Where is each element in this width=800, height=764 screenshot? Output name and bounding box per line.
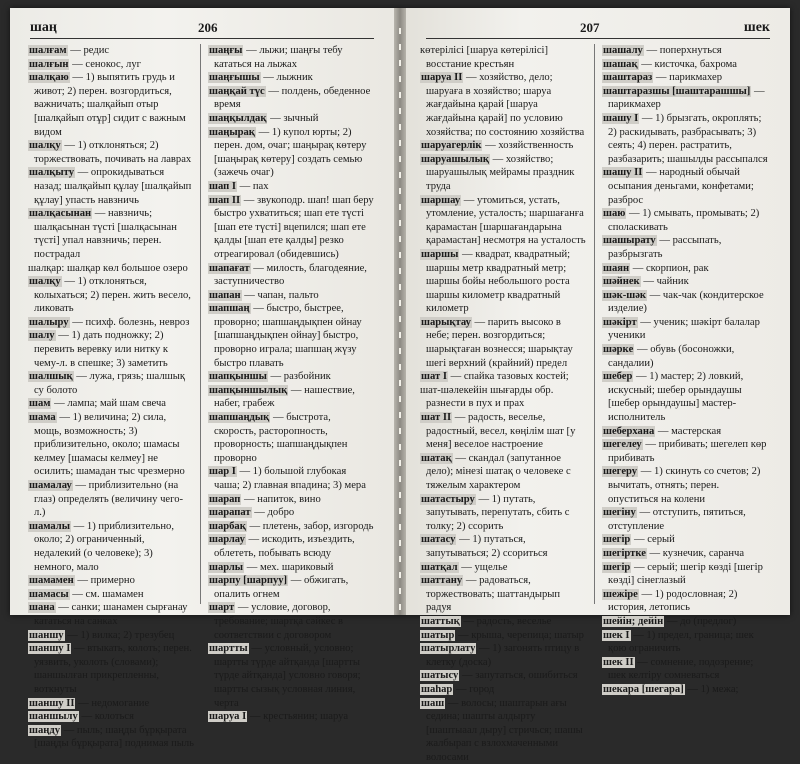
spine-stitch <box>399 252 401 258</box>
dictionary-entry: шаршы — квадрат, квадратный; шаршы метр квадратный метр; шаршы бойы небольшого роста шаршы километр квадратный километр <box>420 248 586 316</box>
left-column-2 <box>208 44 374 724</box>
spine-stitch <box>399 204 401 210</box>
dictionary-entry: шебер — 1) мастер; 2) ловкий, искусный; шебер орындаушы [шебер орындаушы] мастер-исполнитель <box>602 370 768 424</box>
right-column-2 <box>602 44 768 697</box>
spine-stitch <box>399 556 401 562</box>
spine-stitch <box>399 540 401 546</box>
entry-headword: шарлау <box>208 534 246 545</box>
entry-headword: шашу I <box>602 113 639 124</box>
dictionary-entry: шапан — чапан, пальто <box>208 289 374 303</box>
entry-headword: шалыру <box>28 317 70 328</box>
dictionary-entry: шалқу — 1) отклоняться; 2) торжествовать, почивать на лаврах <box>28 139 194 166</box>
dictionary-entry: шәк-шәк — чак-чак (кондитерское изделие) <box>602 289 768 316</box>
entry-headword: шәк-шәк <box>602 290 647 301</box>
entry-headword: шегір <box>602 534 631 545</box>
dictionary-entry: шалқар: шалқар көл большое озеро <box>28 262 194 276</box>
left-running-head <box>30 20 374 39</box>
dictionary-entry: шапқыншы — разбойник <box>208 370 374 384</box>
spine-stitch <box>399 92 401 98</box>
dictionary-entry: шат II — радость, веселье, радостный, весел, көңілім шат [у меня] веселое настроение <box>420 411 586 452</box>
entry-headword: шарпу [шарпуу] <box>208 575 288 586</box>
left-column-1 <box>28 44 194 751</box>
dictionary-entry: шаруа I — крестьянин; шаруа <box>208 710 374 724</box>
dictionary-entry: шегіртке — кузнечик, саранча <box>602 547 768 561</box>
entry-headword: шама <box>28 412 57 423</box>
column-divider <box>594 44 595 604</box>
entry-headword: шаңду <box>28 725 61 736</box>
entry-headword: шашалу <box>602 45 644 56</box>
spine-stitch <box>399 172 401 178</box>
dictionary-entry: шам — лампа; май шам свеча <box>28 397 194 411</box>
entry-headword: шатастыру <box>420 494 476 505</box>
entry-headword: шегелеу <box>602 439 643 450</box>
spine-stitch <box>399 572 401 578</box>
spine-stitch <box>399 220 401 226</box>
dictionary-entry: шалқу — 1) отклоняться, колыхаться; 2) перен. жить весело, ликовать <box>28 275 194 316</box>
entry-headword: шалғын <box>28 59 69 70</box>
right-page-number: 207 <box>580 20 600 36</box>
dictionary-entry: шаншылу — колоться <box>28 710 194 724</box>
dictionary-entry: шек I — 1) предел, граница; шек қою ограничить <box>602 629 768 656</box>
entry-headword: шамамен <box>28 575 75 586</box>
entry-headword: шарап <box>208 494 241 505</box>
entry-headword: шаруа II <box>420 72 463 83</box>
entry-headword: шебер <box>602 371 633 382</box>
dictionary-entry: шегіну — отступить, пятиться, отступление <box>602 506 768 533</box>
entry-headword: шаттық <box>420 616 461 627</box>
entry-headword: шаруа I <box>208 711 247 722</box>
dictionary-entry: шалу — 1) дать подножку; 2) перевить веревку или нитку к чему-л. в спешке; 3) заметить <box>28 329 194 370</box>
dictionary-entry: шатыр — крыша, черепица; шатыр <box>420 629 586 643</box>
spine-stitch <box>399 508 401 514</box>
entry-headword: шаян <box>602 263 630 274</box>
entry-headword: шаруагерлік <box>420 140 482 151</box>
dictionary-entry: шашу I — 1) брызгать, окроплять; 2) раскидывать, разбрасывать; 3) сеять; 4) перен. растратить, разбазарить; шашылды рассыпался <box>602 112 768 166</box>
right-running-head <box>426 20 770 39</box>
dictionary-entry: шатасу — 1) путаться, запутываться; 2) ссориться <box>420 533 586 560</box>
dictionary-entry: шатастыру — 1) путать, запутывать, перепутать, сбить с толку; 2) ссорить <box>420 493 586 534</box>
dictionary-entry: шаншу II — недомогание <box>28 697 194 711</box>
dictionary-entry: шекара [шегара] — 1) межа; <box>602 683 768 697</box>
dictionary-entry: шамасы — см. шамамен <box>28 588 194 602</box>
entry-headword: шаңғы <box>208 45 243 56</box>
spine-stitch <box>399 76 401 82</box>
entry-headword: шаңқылдақ <box>208 113 267 124</box>
entry-headword: шамалы <box>28 521 71 532</box>
entry-headword: шалқу <box>28 276 62 287</box>
dictionary-entry: шапқыншылық — нашествие, набег, грабеж <box>208 384 374 411</box>
entry-headword: шаншу <box>28 630 65 641</box>
dictionary-entry: шаңқылдақ — зычный <box>208 112 374 126</box>
entry-headword: шалқу <box>28 140 62 151</box>
dictionary-entry: шаңду — пыль; шаңды бұрқырата [шаңды бұрқырата] поднимая пыль <box>28 724 194 751</box>
entry-headword: шәкірт <box>602 317 638 328</box>
spine-stitch <box>399 428 401 434</box>
dictionary-entry: шаштараз — парикмахер <box>602 71 768 85</box>
spine-stitch <box>399 444 401 450</box>
dictionary-entry: шалқасынан — навзничь; шалқасынан түсті [шалқасынан түсті] упал навзничь; перен. пострадал <box>28 207 194 261</box>
dictionary-entry: шегір — серый; шегір көзді [шегір көзді] сінеглазый <box>602 561 768 588</box>
entry-headword: шейін; дейін <box>602 616 664 627</box>
dictionary-entry: шап II — звукоподр. шап! шап беру быстро ухватиться; шап ете түсті [шап ете түсті] вцепился; шап ете қалды [шап ете қалды] резко отреагировал (обидевшись) <box>208 194 374 262</box>
dictionary-entry: шарапат — добро <box>208 506 374 520</box>
entry-headword: шатыр <box>420 630 455 641</box>
dictionary-entry: шаруашылық — хозяйство; шаруашылық мейрамы праздник труда <box>420 153 586 194</box>
spine-stitch <box>399 492 401 498</box>
entry-headword: шамасы <box>28 589 70 600</box>
entry-headword: шалғам <box>28 45 68 56</box>
dictionary-entry: шаршау — утомиться, устать, утомление, усталость; шаршағанға қарамастан [шаршағандарына қарамастан] несмотря на усталость <box>420 194 586 248</box>
dictionary-entry: шаңқай түс — полдень, обеденное время <box>208 85 374 112</box>
entry-headword: шәркe <box>602 344 634 355</box>
entry-headword: шәйнек <box>602 276 641 287</box>
dictionary-entry: шегеру — 1) скинуть со счетов; 2) вычитать, отнять; перен. опуститься на колени <box>602 465 768 506</box>
entry-headword: шалу <box>28 330 56 341</box>
dictionary-entry: шалшық — лужа, грязь; шалшық су болото <box>28 370 194 397</box>
entry-headword: шатырлату <box>420 643 476 654</box>
spine-stitch <box>399 476 401 482</box>
entry-headword: шаруашылық <box>420 154 490 165</box>
dictionary-entry: шапшаң — быстро, быстрее, проворно; шапшаңдықпен ойнау [шапшаңдықпен ойнау] быстро, проворно играла; шапшаң жүзу быстро плавать <box>208 302 374 370</box>
left-headword: шаң <box>30 20 57 36</box>
entry-headword: шашу II <box>602 167 643 178</box>
column-divider <box>200 44 201 604</box>
dictionary-entry: шегір — серый <box>602 533 768 547</box>
dictionary-entry: шарлы — мех. шариковый <box>208 561 374 575</box>
entry-headword: шат II <box>420 412 452 423</box>
entry-headword: шаршы <box>420 249 459 260</box>
dictionary-entry: шашақ — кисточка, бахрома <box>602 58 768 72</box>
entry-headword: шартты <box>208 643 249 654</box>
dictionary-entry: шатқал — ущелье <box>420 561 586 575</box>
entry-headword: шап I <box>208 181 237 192</box>
dictionary-entry: шеберхана — мастерская <box>602 425 768 439</box>
spine-stitch <box>399 156 401 162</box>
dictionary-entry: шашырату — рассыпать, разбрызгать <box>602 234 768 261</box>
dictionary-entry: шатырлату — 1) загонять птицу в клетку (доска) <box>420 642 586 669</box>
entry-headword: шарт <box>208 602 235 613</box>
entry-headword: шапшаңдық <box>208 412 270 423</box>
entry-headword: шат I <box>420 371 448 382</box>
dictionary-entry: шап I — пах <box>208 180 374 194</box>
spine-stitch <box>399 140 401 146</box>
entry-headword: шана <box>28 602 56 613</box>
entry-headword: шаншу II <box>28 698 75 709</box>
entry-headword: шалқаю <box>28 72 70 83</box>
dictionary-entry: шатысу — запутаться, ошибиться <box>420 669 586 683</box>
entry-headword: шегеру <box>602 466 638 477</box>
spine-stitch <box>399 396 401 402</box>
entry-headword: шаңқай түс <box>208 86 266 97</box>
spine-stitch <box>399 300 401 306</box>
entry-headword: шаттану <box>420 575 463 586</box>
entry-headword: шашақ <box>602 59 639 70</box>
dictionary-entry: шаттық — радость, веселье <box>420 615 586 629</box>
dictionary-entry: шамамен — примерно <box>28 574 194 588</box>
entry-headword: шек II <box>602 657 635 668</box>
dictionary-entry: шалғын — сенокос, луг <box>28 58 194 72</box>
dictionary-entry: шамалы — 1) приблизительно, около; 2) ограниченный, недалекий (о человеке); 3) немного, мало <box>28 520 194 574</box>
spine-stitch <box>399 364 401 370</box>
dictionary-entry: шейін; дейін — до (предлог) <box>602 615 768 629</box>
entry-headword: шапшаң <box>208 303 251 314</box>
dictionary-entry: шаншу — 1) вилка; 2) трезубец <box>28 629 194 643</box>
entry-headword: шалшық <box>28 371 74 382</box>
spine-stitch <box>399 316 401 322</box>
entry-headword: шаю <box>602 208 626 219</box>
dictionary-entry: шарпу [шарпуу] — обжигать, опалить огнем <box>208 574 374 601</box>
dictionary-entry: шар I — 1) большой глубокая чаша; 2) главная впадина; 3) мера <box>208 465 374 492</box>
dictionary-entry: шана — санки; шанамен сырғанау кататься на санках <box>28 601 194 628</box>
dictionary-entry: шаш — волосы; шаштарын ағы седина; шашты алдырту [шаштыаал дыру] стричься; шашы жалбырап с взлохмаченными волосами <box>420 697 586 764</box>
spine-stitch <box>399 108 401 114</box>
entry-headword: шаншылу <box>28 711 79 722</box>
entry-headword: шарапат <box>208 507 252 518</box>
entry-headword: шарықтау <box>420 317 472 328</box>
entry-headword: шеберхана <box>602 426 655 437</box>
right-column-1 <box>420 44 586 764</box>
left-page-number: 206 <box>198 20 218 36</box>
spine-stitch <box>399 28 401 34</box>
entry-headword: шежіре <box>602 589 639 600</box>
entry-headword: шегір <box>602 562 631 573</box>
entry-headword: шаштараз <box>602 72 653 83</box>
entry-headword: шам <box>28 398 51 409</box>
dictionary-entry: шарықтау — парить высоко в небе; перен. возгордиться; шарықтаған вознесся; шарықтау шегі верхний (крайний) предел <box>420 316 586 370</box>
entry-headword: шаңғышы <box>208 72 261 83</box>
spine-stitch <box>399 124 401 130</box>
entry-headword: шаһар <box>420 684 453 695</box>
dictionary-entry: шапағат — милость, благодеяние, заступничество <box>208 262 374 289</box>
entry-headword: шаш <box>420 698 445 709</box>
spine-stitch <box>399 604 401 610</box>
right-page <box>406 8 790 615</box>
spine-stitch <box>399 588 401 594</box>
dictionary-entry: шашалу — поперхнуться <box>602 44 768 58</box>
spine-stitch <box>399 60 401 66</box>
entry-headword: шатысу <box>420 670 459 681</box>
entry-headword: шаршау <box>420 195 461 206</box>
spine-stitch <box>399 332 401 338</box>
dictionary-entry: шартты — условный, условно; шартты түрде айтқанда [шартты түрде айтқанда] условно говоря; шартты сызық условная линия, черта <box>208 642 374 710</box>
dictionary-entry: шапшаңдық — быстрота, скорость, расторопность, проворность; шапшаңдықпен проворно <box>208 411 374 465</box>
dictionary-entry: шашу II — народный обычай осыпания деньгами, конфетами; разброс <box>602 166 768 207</box>
dictionary-entry: шаруа II — хозяйство, дело; шаруаға в хозяйство; шаруа жағдайына қарай [шаруа жағдайына қарай] по условию хозяйства; по состоянию хозяйства <box>420 71 586 139</box>
dictionary-entry: шалғам — редис <box>28 44 194 58</box>
dictionary-entry: шәкірт — ученик; шәкірт балалар ученики <box>602 316 768 343</box>
entry-headword: шатақ <box>420 453 453 464</box>
spine-stitch <box>399 268 401 274</box>
dictionary-entry: шатақ — скандал (запутанное дело); мінезі шатақ о человеке с тяжелым характером <box>420 452 586 493</box>
spine-stitch <box>399 524 401 530</box>
entry-headword: шашырату <box>602 235 657 246</box>
entry-headword: шамалау <box>28 480 73 491</box>
dictionary-entry: шалқыту — опрокидываться назад; шалқайып құлау [шалқайып құлау] упасть навзничь <box>28 166 194 207</box>
spine-stitch <box>399 44 401 50</box>
dictionary-entry: шаншу I — втыкать, колоть; перен. уязвить, уколоть (словами); шаншылған прикрепленны, воткнуты <box>28 642 194 696</box>
dictionary-entry: шаңырақ — 1) купол юрты; 2) перен. дом, очаг; шаңырақ көтеру [шаңырақ көтеру] создать семью (зажечь очаг) <box>208 126 374 180</box>
dictionary-entry: шат-шәлекейін шығарды обр. разнести в пух и прах <box>420 384 586 411</box>
entry-headword: шаңырақ <box>208 127 256 138</box>
dictionary-entry: көтерілісі [шаруа көтерілісі] восстание крестьян <box>420 44 586 71</box>
entry-headword: шапан <box>208 290 242 301</box>
dictionary-entry: шарлау — искодить, изъездить, облететь, побывать всюду <box>208 533 374 560</box>
entry-headword: шар I <box>208 466 237 477</box>
spine-stitch <box>399 380 401 386</box>
entry-headword: шарлы <box>208 562 244 573</box>
dictionary-entry: шалыру — психф. болезнь, невроз <box>28 316 194 330</box>
entry-headword: шекара [шегара] <box>602 684 685 695</box>
dictionary-entry: шарап — напиток, вино <box>208 493 374 507</box>
spine-stitch <box>399 236 401 242</box>
dictionary-entry: шегелеу — прибивать; шегелеп көр прибивать <box>602 438 768 465</box>
dictionary-entry: шаһар — город <box>420 683 586 697</box>
dictionary-entry: шаттану — радоваться, торжествовать; шаттандырып радуя <box>420 574 586 615</box>
entry-headword: шегіртке <box>602 548 647 559</box>
spine-stitch <box>399 460 401 466</box>
entry-headword: шегіну <box>602 507 637 518</box>
dictionary-entry: шаңғышы — лыжник <box>208 71 374 85</box>
dictionary-entry: шаян — скорпион, рак <box>602 262 768 276</box>
entry-headword: шалқасынан <box>28 208 92 219</box>
entry-headword: шапқыншы <box>208 371 268 382</box>
dictionary-entry: шек II — сомнение, подозрение; шек келтіру сомневаться <box>602 656 768 683</box>
entry-headword: шалқыту <box>28 167 75 178</box>
spine-stitch <box>399 348 401 354</box>
dictionary-entry: шамалау — приблизительно (на глаз) определять (величину чего-л.) <box>28 479 194 520</box>
dictionary-entry: шаңғы — лыжи; шаңғы тебу кататься на лыжах <box>208 44 374 71</box>
dictionary-entry: шаштаразшы [шаштарашшы] — парикмахер <box>602 85 768 112</box>
left-page <box>10 8 394 615</box>
entry-headword: шарбақ <box>208 521 247 532</box>
dictionary-entry: шәйнек — чайник <box>602 275 768 289</box>
dictionary-entry: шарт — условие, договор, требование; шартқа сәйкес в соответствии с договором <box>208 601 374 642</box>
entry-headword: шатасу <box>420 534 456 545</box>
dictionary-entry: шаруагерлік — хозяйственность <box>420 139 586 153</box>
dictionary-entry: шат I — спайка тазовых костей; <box>420 370 586 384</box>
dictionary-entry: шежіре — 1) родословная; 2) история, летопись <box>602 588 768 615</box>
spine-stitch <box>399 188 401 194</box>
entry-headword: шек I <box>602 630 631 641</box>
entry-headword: шап II <box>208 195 241 206</box>
dictionary-entry: шарбақ — плетень, забор, изгородь <box>208 520 374 534</box>
open-dictionary <box>10 8 790 615</box>
dictionary-entry: шама — 1) величина; 2) сила, мощь, возможность; 3) приблизительно, около; шамасы келмеу [шамасы келмеу] не осилить; шамадан тыс чрезмерно <box>28 411 194 479</box>
entry-headword: шаншу I <box>28 643 71 654</box>
spine-stitch <box>399 412 401 418</box>
entry-headword: шапқыншылық <box>208 385 288 396</box>
dictionary-entry: шаю — 1) смывать, промывать; 2) споласкивать <box>602 207 768 234</box>
dictionary-entry: шәркe — обувь (босоножки, сандалии) <box>602 343 768 370</box>
dictionary-entry: шалқаю — 1) выпятить грудь и живот; 2) перен. возгордиться, важничать; шалқайып отыр [шалқайып отұр] сидит с важным видом <box>28 71 194 139</box>
spine-stitch <box>399 284 401 290</box>
entry-headword: шатқал <box>420 562 459 573</box>
entry-headword: шаштаразшы [шаштарашшы] <box>602 86 751 97</box>
entry-headword: шапағат <box>208 263 251 274</box>
right-headword: шек <box>744 20 770 36</box>
